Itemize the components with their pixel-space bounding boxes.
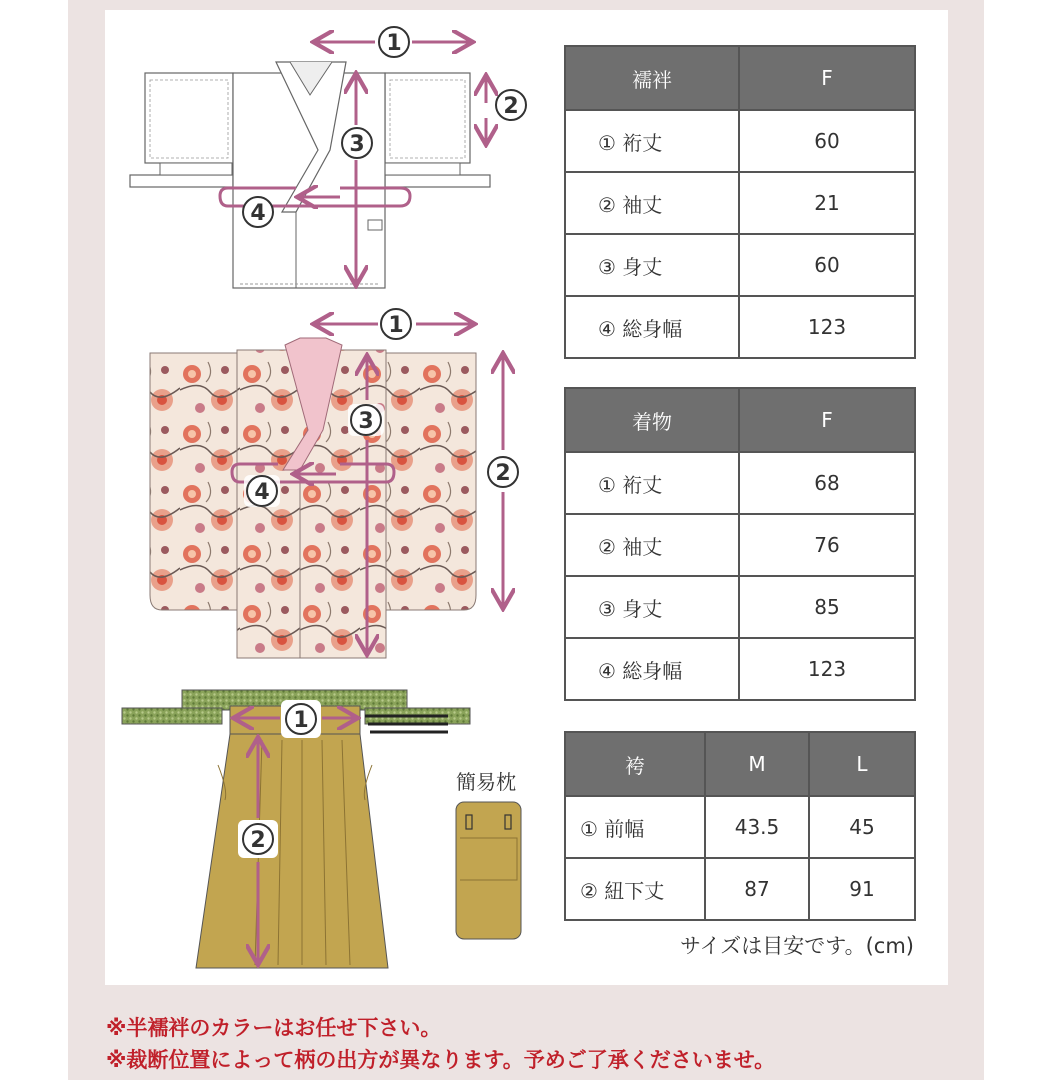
simple-pillow-illustration <box>456 802 521 939</box>
measure-label: ② 紐下丈 <box>565 858 705 920</box>
table-header-row <box>565 46 915 110</box>
table-row <box>565 514 915 576</box>
measure-value: 60 <box>739 234 915 296</box>
svg-text:1: 1 <box>293 708 309 733</box>
table-row <box>565 110 915 172</box>
table-header-row <box>565 388 915 452</box>
measure-label: ① 裄丈 <box>565 452 739 514</box>
kimono-size-table <box>564 387 916 701</box>
garment-header: 袴 <box>565 732 705 796</box>
measure-value-l: 45 <box>809 796 915 858</box>
table-row <box>565 296 915 358</box>
svg-text:3: 3 <box>358 409 374 434</box>
measure-value: 60 <box>739 110 915 172</box>
simple-pillow-label: 簡易枕 <box>456 770 516 794</box>
measure-value: 85 <box>739 576 915 638</box>
notice-collar-color: ※半襦袢のカラーはお任せ下さい。 <box>106 1016 442 1040</box>
measure-label: ① 裄丈 <box>565 110 739 172</box>
measure-value-l: 91 <box>809 858 915 920</box>
svg-text:2: 2 <box>503 94 519 119</box>
table-row <box>565 234 915 296</box>
svg-text:3: 3 <box>349 132 365 157</box>
haneri-size-table <box>564 45 916 359</box>
marker-hakama-2 <box>238 820 278 858</box>
table-row <box>565 796 915 858</box>
measure-value-m: 43.5 <box>705 796 809 858</box>
marker-kimono-4 <box>244 475 280 507</box>
svg-text:1: 1 <box>388 313 404 338</box>
svg-text:2: 2 <box>250 828 266 853</box>
svg-text:2: 2 <box>495 461 511 486</box>
marker-haneri-1 <box>379 27 409 57</box>
measure-value: 123 <box>739 638 915 700</box>
haneri-illustration <box>130 62 490 288</box>
measure-value: 123 <box>739 296 915 358</box>
measure-label: ③ 身丈 <box>565 576 739 638</box>
notice-pattern-placement: ※裁断位置によって柄の出方が異なります。予めご了承くださいませ。 <box>106 1048 776 1072</box>
size-l-header: L <box>809 732 915 796</box>
measure-label: ① 前幅 <box>565 796 705 858</box>
measure-value-m: 87 <box>705 858 809 920</box>
size-note: サイズは目安です。(cm) <box>679 934 914 958</box>
table-row <box>565 638 915 700</box>
marker-haneri-2 <box>496 90 526 120</box>
table-header-row <box>565 732 915 796</box>
table-row <box>565 172 915 234</box>
measure-value: 76 <box>739 514 915 576</box>
measure-label: ④ 総身幅 <box>565 638 739 700</box>
marker-hakama-1 <box>281 700 321 738</box>
svg-text:4: 4 <box>254 480 270 505</box>
size-m-header: M <box>705 732 809 796</box>
table-row <box>565 858 915 920</box>
measure-label: ③ 身丈 <box>565 234 739 296</box>
measure-value: 21 <box>739 172 915 234</box>
marker-kimono-2 <box>488 457 518 487</box>
garment-header: 襦袢 <box>565 46 739 110</box>
measure-label: ② 袖丈 <box>565 514 739 576</box>
garment-illustrations <box>105 10 565 985</box>
measure-label: ④ 総身幅 <box>565 296 739 358</box>
marker-kimono-1 <box>381 309 411 339</box>
hakama-size-table <box>564 731 916 921</box>
kimono-illustration <box>150 338 476 658</box>
table-row <box>565 452 915 514</box>
marker-kimono-3 <box>348 404 384 436</box>
marker-haneri-3 <box>342 128 372 158</box>
size-header: F <box>739 388 915 452</box>
measure-value: 68 <box>739 452 915 514</box>
size-header: F <box>739 46 915 110</box>
measure-label: ② 袖丈 <box>565 172 739 234</box>
svg-text:4: 4 <box>250 201 266 226</box>
table-row <box>565 576 915 638</box>
garment-header: 着物 <box>565 388 739 452</box>
svg-text:1: 1 <box>386 31 402 56</box>
marker-haneri-4 <box>243 197 273 227</box>
